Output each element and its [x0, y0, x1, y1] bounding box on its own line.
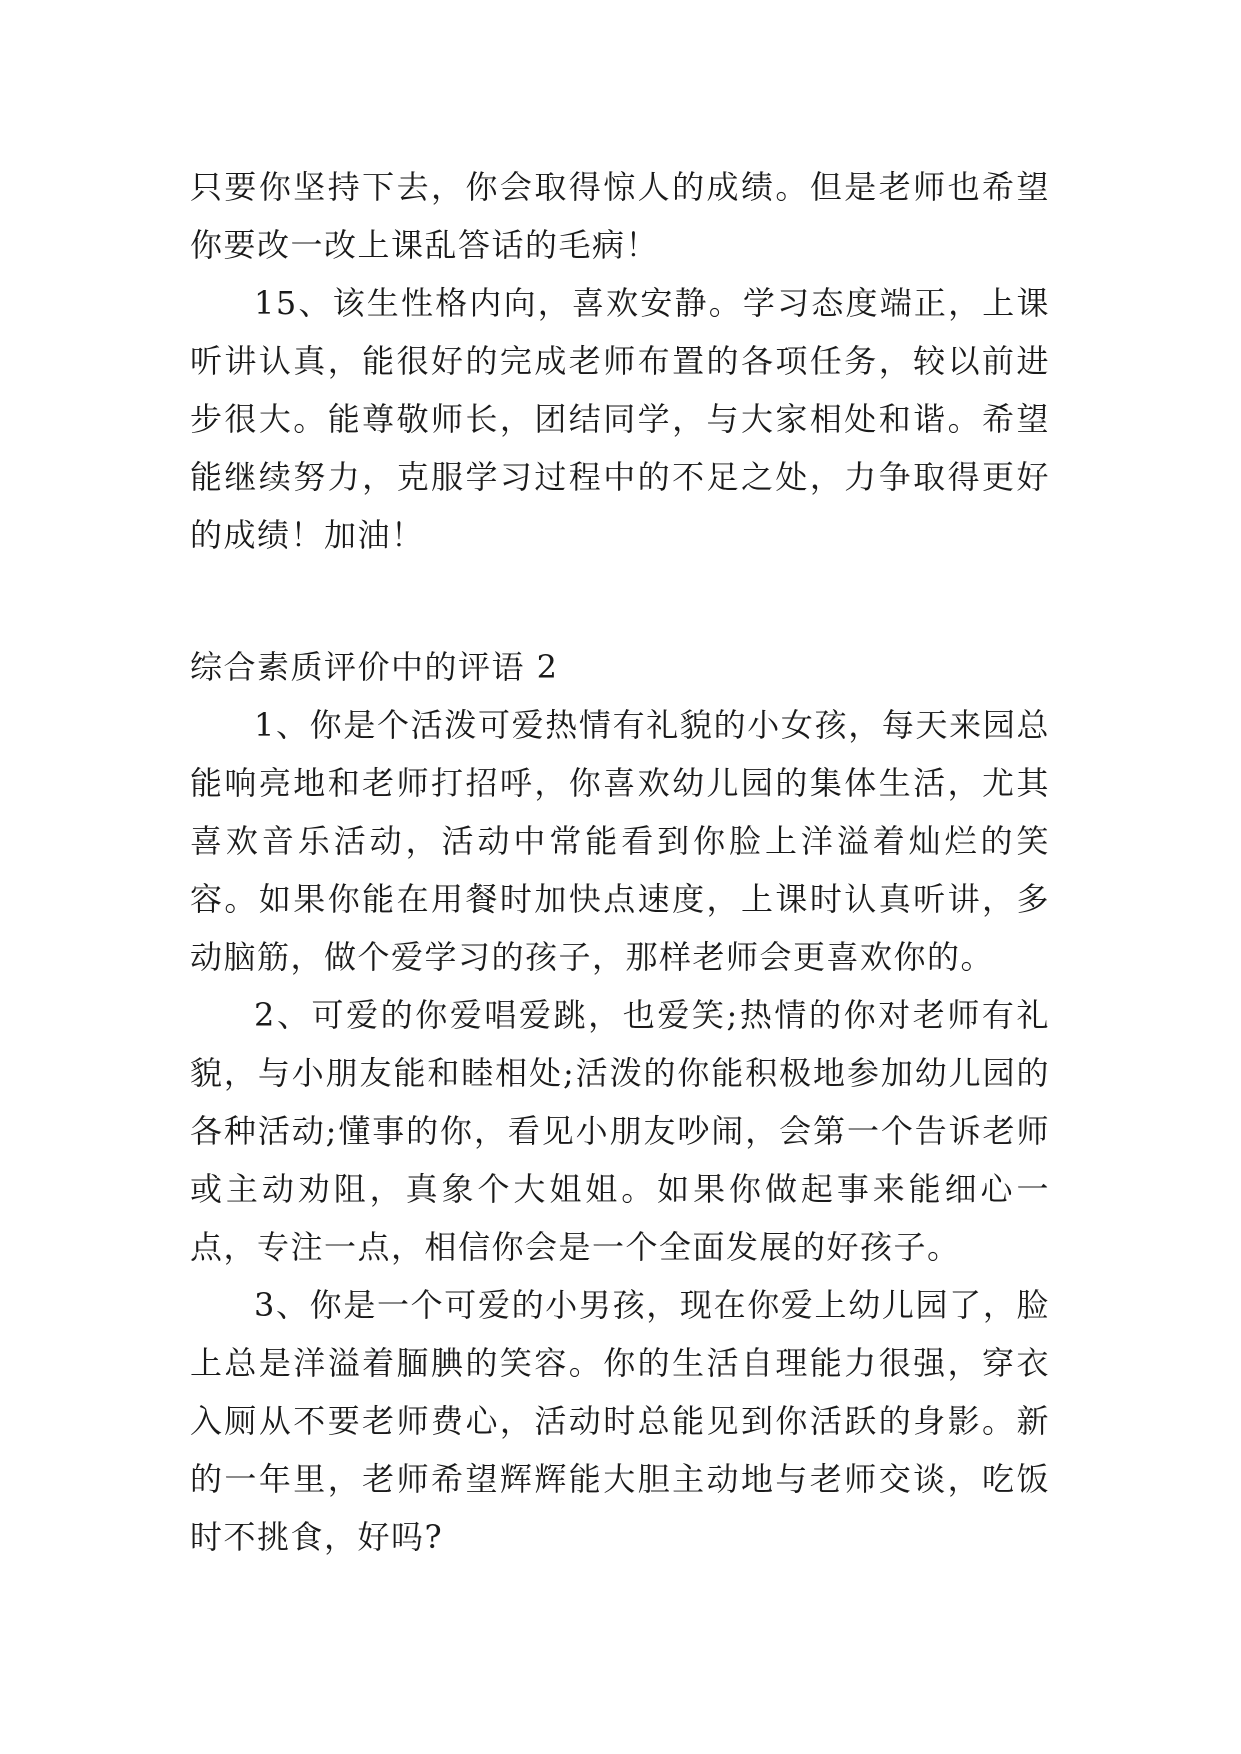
- comment-1-paragraph: 1、你是个活泼可爱热情有礼貌的小女孩，每天来园总能响亮地和老师打招呼，你喜欢幼儿园的集体生活，尤其喜欢音乐活动，活动中常能看到你脸上洋溢着灿烂的笑容。如果你能在用餐时加快点速度，上课时认真听讲，多动脑筋，做个爱学习的孩子，那样老师会更喜欢你的。: [190, 706, 1050, 976]
- comment-2-paragraph: 2、可爱的你爱唱爱跳，也爱笑;热情的你对老师有礼貌，与小朋友能和睦相处;活泼的你能积极地参加幼儿园的各种活动;懂事的你，看见小朋友吵闹，会第一个告诉老师或主动劝阻，真象个大姐姐。如果你做起事来能细心一点，专注一点，相信你会是一个全面发展的好孩子。: [190, 996, 1050, 1266]
- section-title: 综合素质评价中的评语 2: [190, 648, 559, 686]
- comment-3-paragraph: 3、你是一个可爱的小男孩，现在你爱上幼儿园了，脸上总是洋溢着腼腆的笑容。你的生活自理能力很强，穿衣入厕从不要老师费心，活动时总能见到你活跃的身影。新的一年里，老师希望辉辉能大胆主动地与老师交谈，吃饭时不挑食，好吗?: [190, 1286, 1050, 1556]
- comment-15-paragraph: 15、该生性格内向，喜欢安静。学习态度端正，上课听讲认真，能很好的完成老师布置的各项任务，较以前进步很大。能尊敬师长，团结同学，与大家相处和谐。希望能继续努力，克服学习过程中的不足之处，力争取得更好的成绩！加油！: [190, 284, 1050, 554]
- document-body: [190, 158, 1050, 1566]
- continuation-paragraph: 只要你坚持下去，你会取得惊人的成绩。但是老师也希望你要改一改上课乱答话的毛病！: [190, 168, 1050, 264]
